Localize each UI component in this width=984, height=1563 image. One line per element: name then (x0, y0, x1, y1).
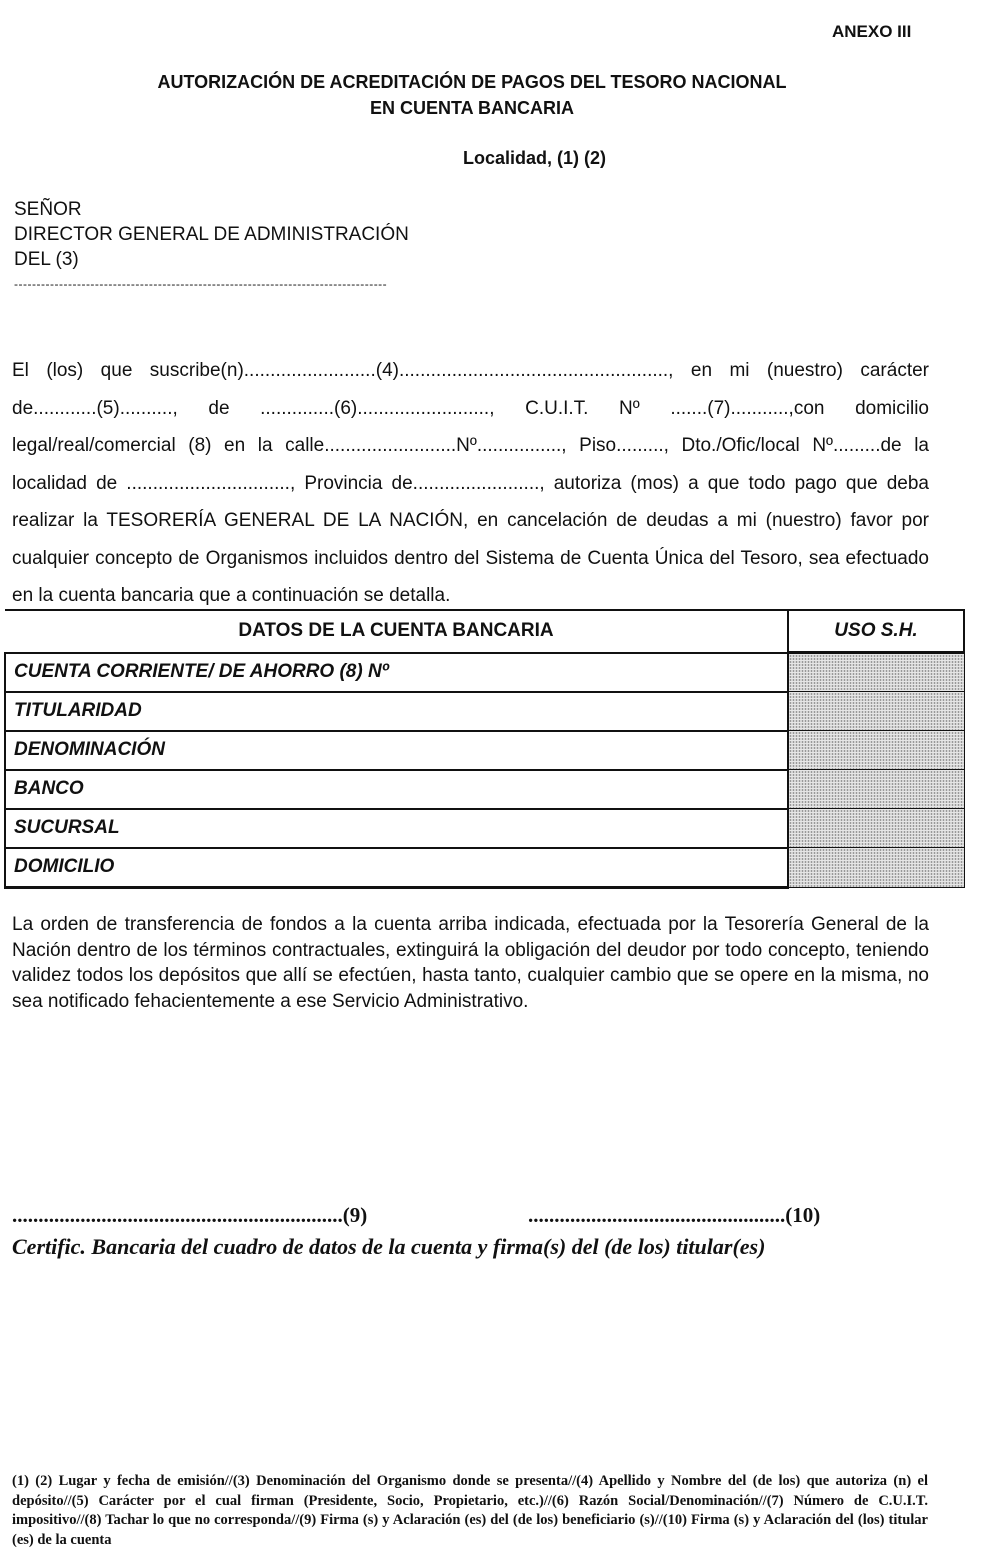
uso-sh-header: USO S.H. (788, 610, 964, 653)
table-row (5, 692, 964, 731)
uso-sh-cell (788, 692, 964, 731)
table-header-row (5, 610, 964, 653)
document-title: AUTORIZACIÓN DE ACREDITACIÓN DE PAGOS DEL TESORO NACIONAL (157, 72, 787, 92)
table-row (5, 809, 964, 848)
signature-caption: Certific. Bancaria del cuadro de datos de la cuenta y firma(s) del (de los) titular(es) (12, 1234, 766, 1259)
table-row (5, 770, 964, 809)
transfer-paragraph: La orden de transferencia de fondos a la cuenta arriba indicada, efectuada por la Tesorería General de la Nación dentro de los términos contractuales, extinguirá la obligación del deudor por todo concepto, teniendo validez todos los depósitos que allí se efectúen, hasta tanto, cualquier cambio que se opere en la misma, no sea notificado fehacientemente a ese Servicio Administrativo. (12, 914, 929, 1012)
bank-field: BANCO (5, 770, 788, 809)
uso-sh-cell (788, 848, 964, 888)
organism-fill-line: ----------------------------------------------------------------------------------- (14, 277, 388, 291)
table-row (5, 653, 964, 692)
authorization-text: El (los) que suscribe(n).........................(4)..................................................., en mi (nuestro) carácter de............(5).........., de ..............(6)........................., C.U.I.T. Nº .......(7)...........,con domicilio legal/real/comercial (8) en la calle.........................Nº................, Piso........., Dto./Ofic/local Nº.........de la localidad de ..............................., Provincia de........................, autoriza (mos) a que todo pago que deba realizar la TESORERÍA GENERAL DE LA NACIÓN, en cancelación de deudas a mi (nuestro) favor por cualquier concepto de Organismos incluidos dentro del Sistema de Cuenta Única del Tesoro, sea efectuado en la cuenta bancaria que a continuación se detalla. (12, 360, 929, 606)
bank-certification-signature-line: ...............................................................(9) (12, 1203, 368, 1227)
account-type-field: CUENTA CORRIENTE/ DE AHORRO (8) Nº (5, 653, 788, 692)
denomination-field: DENOMINACIÓN (5, 731, 788, 770)
branch-field: SUCURSAL (5, 809, 788, 848)
table-row (5, 848, 964, 888)
addressee-organism: DEL (3) (14, 249, 79, 270)
uso-sh-cell (788, 809, 964, 848)
annex-label: ANEXO III (832, 22, 912, 41)
uso-sh-cell (788, 731, 964, 770)
uso-sh-cell (788, 770, 964, 809)
addressee-title: DIRECTOR GENERAL DE ADMINISTRACIÓN (14, 224, 409, 245)
document-title-line2: EN CUENTA BANCARIA (370, 98, 574, 118)
footnotes: (1) (2) Lugar y fecha de emisión//(3) Denominación del Organismo donde se presenta//(4) Apellido y Nombre del (de los) que autoriza (n) el depósito//(5) Carácter por el cual firman (Presidente, Socio, Propietario, etc.)//(6) Razón Social/Denominación//(7) Número de C.U.I.T. impositivo//(8) Tachar lo que no corresponda//(9) Firma (s) y Aclaración (es) del (de los) beneficiario (s)//(10) Firma (s) y Aclaración del (los) titular (es) de la cuenta (12, 1473, 928, 1548)
holder-signature-line: .................................................(10) (528, 1203, 821, 1227)
table-row (5, 731, 964, 770)
address-field: DOMICILIO (5, 848, 788, 888)
addressee-salutation: SEÑOR (14, 199, 82, 220)
uso-sh-cell (788, 653, 964, 692)
authorization-paragraph (12, 352, 929, 615)
account-data-header: DATOS DE LA CUENTA BANCARIA (5, 610, 788, 653)
bank-account-table (4, 609, 965, 889)
locality-date: Localidad, (1) (2) (463, 148, 607, 168)
ownership-field: TITULARIDAD (5, 692, 788, 731)
